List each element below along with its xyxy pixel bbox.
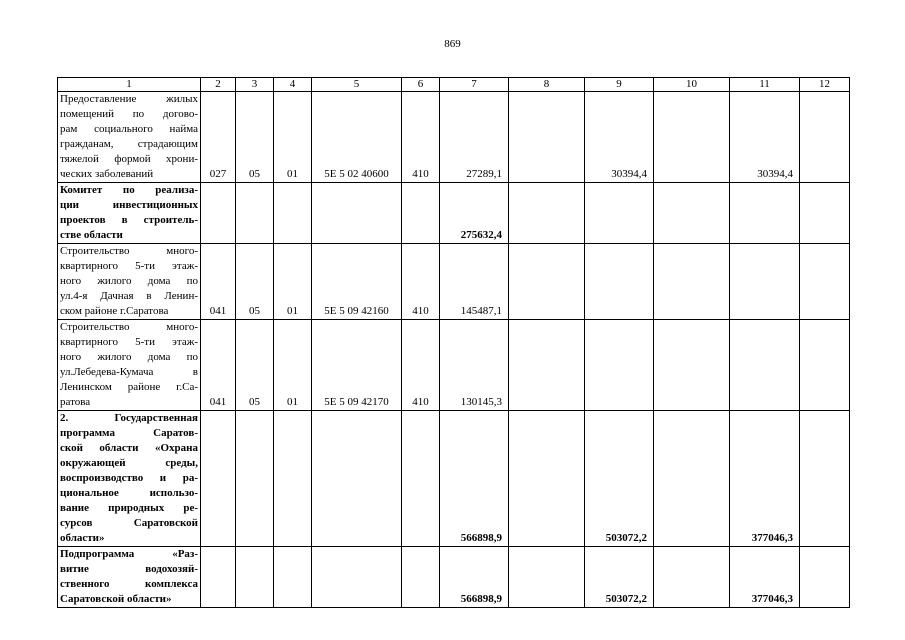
row-cell-c12 xyxy=(800,92,850,183)
row-cell-c5: 5Е 5 09 42160 xyxy=(312,244,402,320)
row-name-line: стве области xyxy=(60,229,123,241)
row-cell-c3: 05 xyxy=(236,92,274,183)
row-name-line: вание природных ре- xyxy=(60,502,198,514)
row-name-line: ного жилого дома по xyxy=(60,351,198,363)
row-cell-c12 xyxy=(800,183,850,244)
row-name-line: ул.Лебедева-Кумача в xyxy=(60,366,198,378)
table-row xyxy=(58,92,850,183)
table-body xyxy=(58,78,850,608)
row-cell-c3 xyxy=(236,547,274,608)
row-cell-c11: 377046,3 xyxy=(730,411,800,547)
row-name-line: ческих заболеваний xyxy=(60,168,154,180)
row-name-cell xyxy=(58,183,201,244)
row-name-line: ственного комплекса xyxy=(60,578,198,590)
header-cell: 7 xyxy=(440,78,509,92)
row-cell-c4: 01 xyxy=(274,244,312,320)
row-name-line: ного жилого дома по xyxy=(60,275,198,287)
row-cell-c3: 05 xyxy=(236,244,274,320)
row-cell-c5 xyxy=(312,547,402,608)
row-cell-c4 xyxy=(274,183,312,244)
row-name-cell xyxy=(58,547,201,608)
row-name-line: рам социального найма xyxy=(60,123,198,135)
row-cell-c4: 01 xyxy=(274,320,312,411)
row-cell-c3 xyxy=(236,183,274,244)
header-cell: 3 xyxy=(236,78,274,92)
row-cell-c12 xyxy=(800,320,850,411)
row-name-cell xyxy=(58,92,201,183)
row-name-line: Саратовской области» xyxy=(60,593,172,605)
table-row xyxy=(58,183,850,244)
row-name-line: ской области «Охрана xyxy=(60,442,198,454)
row-name-line: квартирного 5-ти этаж- xyxy=(60,336,198,348)
header-cell: 1 xyxy=(58,78,201,92)
header-cell: 6 xyxy=(402,78,440,92)
table-row xyxy=(58,411,850,547)
row-cell-c8 xyxy=(509,411,585,547)
row-name-cell xyxy=(58,411,201,547)
row-cell-c11 xyxy=(730,183,800,244)
row-name-line: Строительство много- xyxy=(60,321,198,333)
header-cell: 11 xyxy=(730,78,800,92)
row-cell-c8 xyxy=(509,183,585,244)
row-cell-c9 xyxy=(585,320,654,411)
row-cell-c6 xyxy=(402,547,440,608)
header-cell: 8 xyxy=(509,78,585,92)
page-number: 869 xyxy=(444,38,461,50)
row-cell-c6 xyxy=(402,183,440,244)
row-name-cell xyxy=(58,320,201,411)
row-cell-c10 xyxy=(654,244,730,320)
row-name-line: ул.4-я Дачная в Ленин- xyxy=(60,290,198,302)
row-cell-c7: 27289,1 xyxy=(440,92,509,183)
row-cell-c7: 145487,1 xyxy=(440,244,509,320)
row-cell-c9: 503072,2 xyxy=(585,411,654,547)
row-cell-c6 xyxy=(402,411,440,547)
row-name-line: гражданам, страдающим xyxy=(60,138,198,150)
row-name-line: сурсов Саратовской xyxy=(60,517,198,529)
row-cell-c9 xyxy=(585,183,654,244)
header-cell: 12 xyxy=(800,78,850,92)
table-header-row xyxy=(58,78,850,92)
row-cell-c4 xyxy=(274,411,312,547)
row-cell-c11: 30394,4 xyxy=(730,92,800,183)
row-name-line: области» xyxy=(60,532,105,544)
row-name-line: программа Саратов- xyxy=(60,427,198,439)
row-cell-c9 xyxy=(585,244,654,320)
header-cell: 5 xyxy=(312,78,402,92)
row-name-line: ском районе г.Саратова xyxy=(60,305,169,317)
row-name-line: тяжелой формой хрони- xyxy=(60,153,198,165)
row-cell-c6: 410 xyxy=(402,244,440,320)
row-name-line: витие водохозяй- xyxy=(60,563,198,575)
row-name-line: Строительство много- xyxy=(60,245,198,257)
row-cell-c7: 275632,4 xyxy=(440,183,509,244)
row-cell-c10 xyxy=(654,547,730,608)
row-name-line: ратова xyxy=(60,396,91,408)
row-cell-c2 xyxy=(201,411,236,547)
row-cell-c8 xyxy=(509,547,585,608)
row-cell-c8 xyxy=(509,320,585,411)
row-cell-c5 xyxy=(312,411,402,547)
row-cell-c5: 5Е 5 02 40600 xyxy=(312,92,402,183)
row-name-line: Подпрограмма «Раз- xyxy=(60,548,198,560)
row-cell-c5: 5Е 5 09 42170 xyxy=(312,320,402,411)
row-name-line: 2. Государственная xyxy=(60,412,198,424)
row-cell-c10 xyxy=(654,92,730,183)
header-cell: 10 xyxy=(654,78,730,92)
row-cell-c7: 130145,3 xyxy=(440,320,509,411)
row-cell-c6: 410 xyxy=(402,92,440,183)
table-row xyxy=(58,547,850,608)
row-cell-c2: 041 xyxy=(201,320,236,411)
row-cell-c11: 377046,3 xyxy=(730,547,800,608)
row-cell-c7: 566898,9 xyxy=(440,411,509,547)
row-cell-c8 xyxy=(509,92,585,183)
row-cell-c2: 041 xyxy=(201,244,236,320)
row-name-line: Комитет по реализа- xyxy=(60,184,198,196)
budget-table xyxy=(57,77,850,608)
row-cell-c12 xyxy=(800,244,850,320)
row-cell-c11 xyxy=(730,320,800,411)
row-cell-c2 xyxy=(201,183,236,244)
header-cell: 2 xyxy=(201,78,236,92)
row-name-line: циональное использо- xyxy=(60,487,198,499)
row-name-line: Предоставление жилых xyxy=(60,93,198,105)
table-row xyxy=(58,320,850,411)
row-name-line: окружающей среды, xyxy=(60,457,198,469)
row-cell-c12 xyxy=(800,411,850,547)
row-cell-c3 xyxy=(236,411,274,547)
row-cell-c5 xyxy=(312,183,402,244)
row-cell-c10 xyxy=(654,411,730,547)
row-name-line: проектов в строитель- xyxy=(60,214,198,226)
row-cell-c2 xyxy=(201,547,236,608)
row-name-cell xyxy=(58,244,201,320)
row-cell-c9: 30394,4 xyxy=(585,92,654,183)
row-name-line: ции инвестиционных xyxy=(60,199,198,211)
row-cell-c8 xyxy=(509,244,585,320)
row-cell-c9: 503072,2 xyxy=(585,547,654,608)
row-name-line: воспроизводство и ра- xyxy=(60,472,198,484)
row-name-line: квартирного 5-ти этаж- xyxy=(60,260,198,272)
row-cell-c11 xyxy=(730,244,800,320)
header-cell: 4 xyxy=(274,78,312,92)
table-row xyxy=(58,244,850,320)
row-cell-c4 xyxy=(274,547,312,608)
row-cell-c6: 410 xyxy=(402,320,440,411)
row-name-line: помещений по догово- xyxy=(60,108,198,120)
row-cell-c12 xyxy=(800,547,850,608)
row-name-line: Ленинском районе г.Са- xyxy=(60,381,198,393)
row-cell-c4: 01 xyxy=(274,92,312,183)
row-cell-c3: 05 xyxy=(236,320,274,411)
row-cell-c10 xyxy=(654,183,730,244)
row-cell-c2: 027 xyxy=(201,92,236,183)
row-cell-c10 xyxy=(654,320,730,411)
header-cell: 9 xyxy=(585,78,654,92)
row-cell-c7: 566898,9 xyxy=(440,547,509,608)
